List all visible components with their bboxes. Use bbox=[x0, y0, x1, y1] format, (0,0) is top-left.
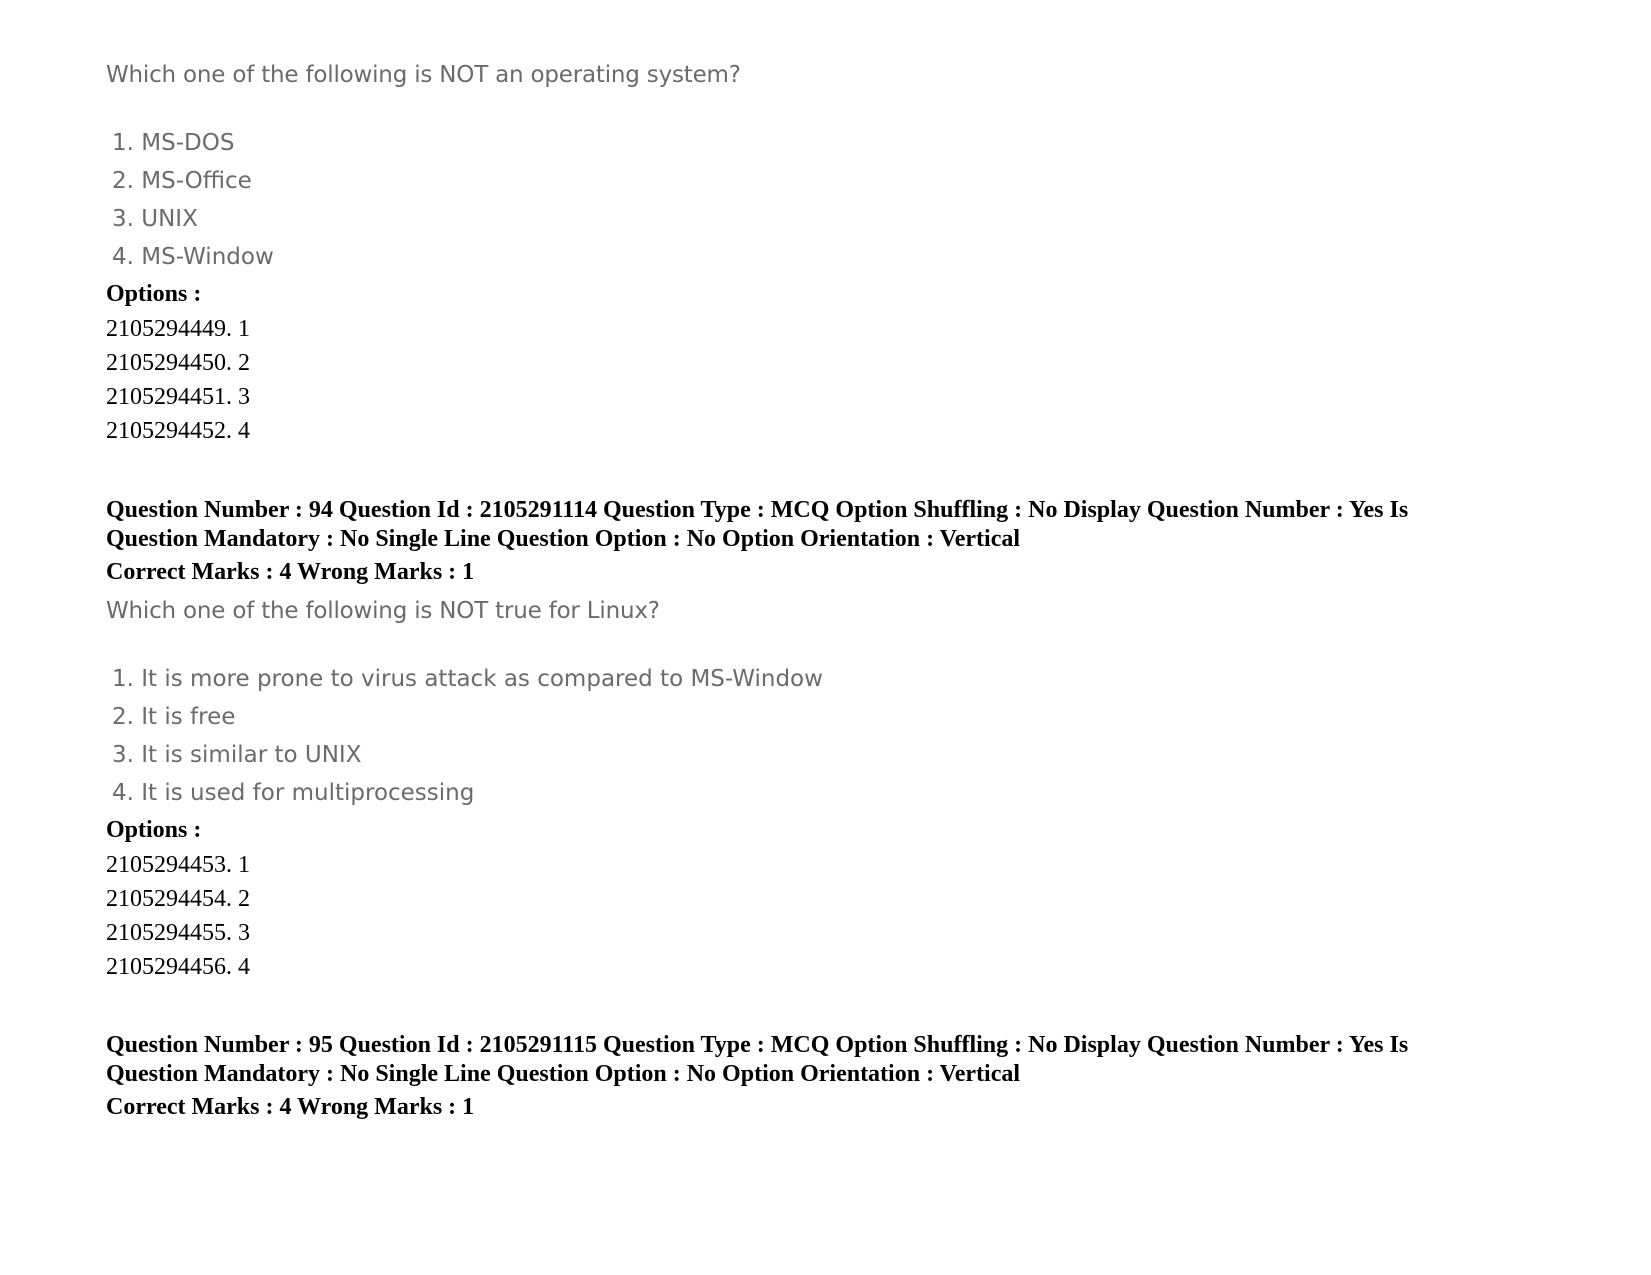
option-item: 2105294452. 4 bbox=[106, 418, 250, 444]
choice-item: 2. MS-Office bbox=[112, 168, 252, 194]
options-list bbox=[106, 848, 250, 984]
option-item: 2105294454. 2 bbox=[106, 886, 250, 912]
option-item: 2105294456. 4 bbox=[106, 954, 250, 980]
options-label: Options : bbox=[106, 281, 202, 307]
choice-item: 4. MS-Window bbox=[112, 244, 274, 270]
question-meta bbox=[106, 1031, 1408, 1089]
choice-list bbox=[112, 660, 823, 812]
option-item: 2105294451. 3 bbox=[106, 384, 250, 410]
option-item: 2105294449. 1 bbox=[106, 316, 250, 342]
choice-item: 3. It is similar to UNIX bbox=[112, 742, 362, 768]
choice-item: 1. It is more prone to virus attack as compared to MS-Window bbox=[112, 666, 823, 692]
choice-item: 2. It is free bbox=[112, 704, 236, 730]
option-item: 2105294455. 3 bbox=[106, 920, 250, 946]
choice-list bbox=[112, 124, 274, 276]
question-meta-line: Question Number : 94 Question Id : 2105291114 Question Type : MCQ Option Shuffling : No Display Question Number : Yes Is bbox=[106, 497, 1409, 523]
choice-item: 4. It is used for multiprocessing bbox=[112, 780, 475, 806]
options-label: Options : bbox=[106, 817, 202, 843]
question-text: Which one of the following is NOT an operating system? bbox=[106, 62, 741, 88]
question-text: Which one of the following is NOT true for Linux? bbox=[106, 598, 660, 624]
question-meta bbox=[106, 496, 1408, 554]
question-meta-line: Question Mandatory : No Single Line Question Option : No Option Orientation : Vertical bbox=[106, 1061, 1021, 1087]
question-marks: Correct Marks : 4 Wrong Marks : 1 bbox=[106, 1094, 475, 1120]
choice-item: 1. MS-DOS bbox=[112, 130, 235, 156]
option-item: 2105294453. 1 bbox=[106, 852, 250, 878]
options-list bbox=[106, 312, 250, 448]
question-meta-line: Question Number : 95 Question Id : 2105291115 Question Type : MCQ Option Shuffling : No Display Question Number : Yes Is bbox=[106, 1032, 1409, 1058]
question-marks: Correct Marks : 4 Wrong Marks : 1 bbox=[106, 559, 475, 585]
option-item: 2105294450. 2 bbox=[106, 350, 250, 376]
question-meta-line: Question Mandatory : No Single Line Question Option : No Option Orientation : Vertical bbox=[106, 526, 1021, 552]
choice-item: 3. UNIX bbox=[112, 206, 198, 232]
